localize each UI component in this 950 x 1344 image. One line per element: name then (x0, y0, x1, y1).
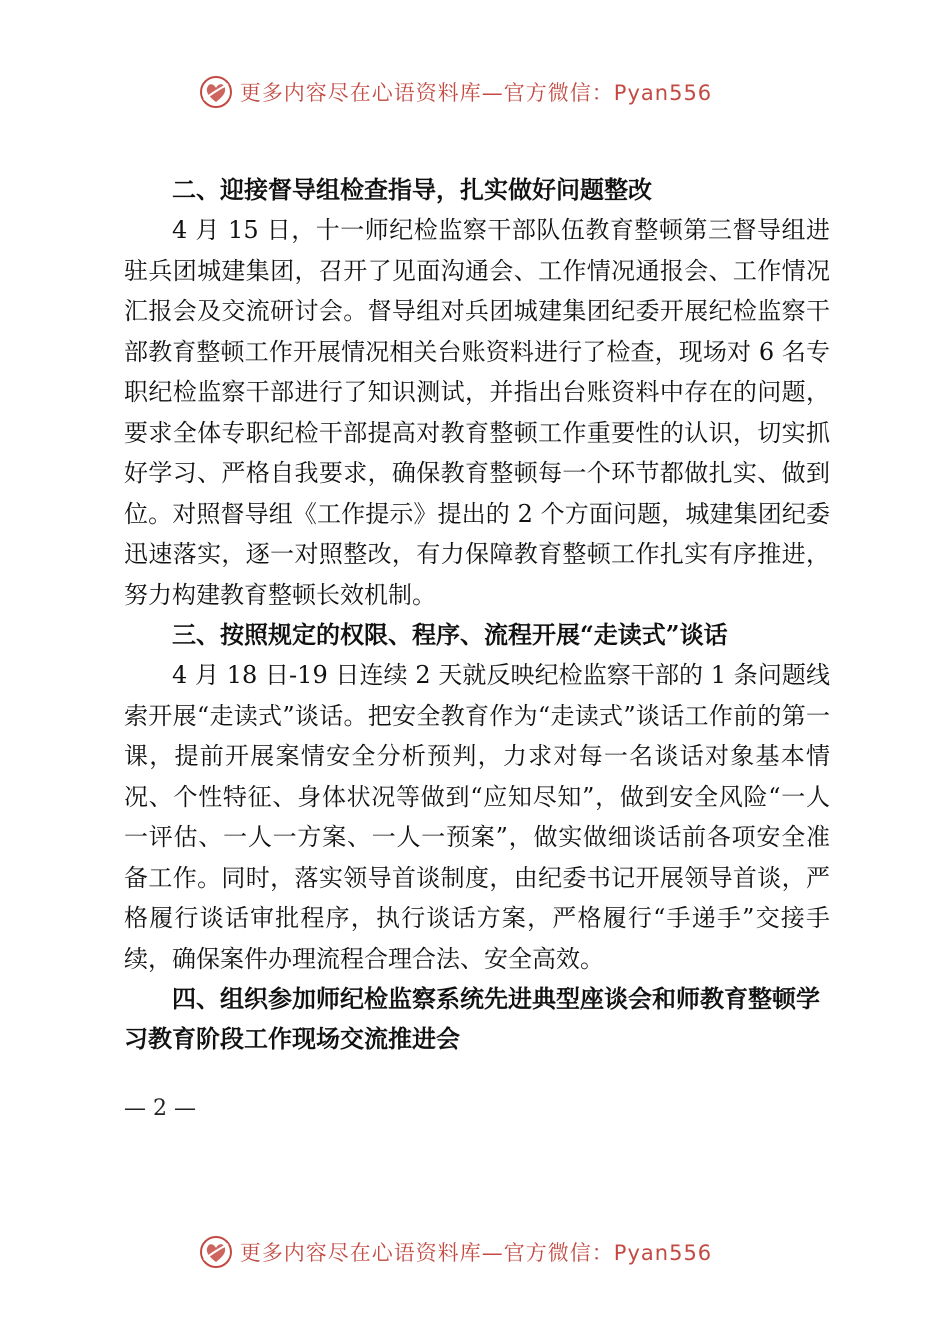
section-paragraph: 4 月 18 日-19 日连续 2 天就反映纪检监察干部的 1 条问题线索开展“走读式”谈话。把安全教育作为“走读式”谈话工作前的第一课，提前开展案情安全分析预判，力求对每一名谈话对象基本情况、个性特征、身体状况等做到“应知尽知”，做到安全风险“一人一评估、一人一方案、一人一预案”，做实做细谈话前各项安全准备工作。同时，落实领导首谈制度，由纪委书记开展领导首谈，严格履行谈话审批程序，执行谈话方案，严格履行“手递手”交接手续，确保案件办理流程合理合法、安全高效。 (124, 661, 830, 973)
watermark-text: 更多内容尽在心语资料库—官方微信：Pyan556 (239, 81, 713, 105)
section-heading: 四、组织参加师纪检监察系统先进典型座谈会和师教育整顿学习教育阶段工作现场交流推进会 (124, 984, 820, 1053)
section-heading: 三、按照规定的权限、程序、流程开展“走读式”谈话 (172, 620, 728, 649)
page-number: — 2 — (124, 1096, 196, 1121)
footer-watermark-banner (0, 1232, 950, 1272)
section-heading: 二、迎接督导组检查指导，扎实做好问题整改 (172, 175, 652, 204)
heart-logo-icon (198, 1234, 234, 1270)
header-watermark-banner (0, 72, 950, 112)
document-body (124, 170, 830, 1059)
heart-logo-icon (198, 74, 234, 110)
watermark-text: 更多内容尽在心语资料库—官方微信：Pyan556 (239, 1241, 713, 1265)
section-paragraph: 4 月 15 日，十一师纪检监察干部队伍教育整顿第三督导组进驻兵团城建集团，召开了见面沟通会、工作情况通报会、工作情况汇报会及交流研讨会。督导组对兵团城建集团纪委开展纪检监察干部教育整顿工作开展情况相关台账资料进行了检查，现场对 6 名专职纪检监察干部进行了知识测试，并指出台账资料中存在的问题，要求全体专职纪检干部提高对教育整顿工作重要性的认识，切实抓好学习、严格自我要求，确保教育整顿每一个环节都做扎实、做到位。对照督导组《工作提示》提出的 2 个方面问题，城建集团纪委迅速落实，逐一对照整改，有力保障教育整顿工作扎实有序推进，努力构建教育整顿长效机制。 (124, 216, 830, 609)
